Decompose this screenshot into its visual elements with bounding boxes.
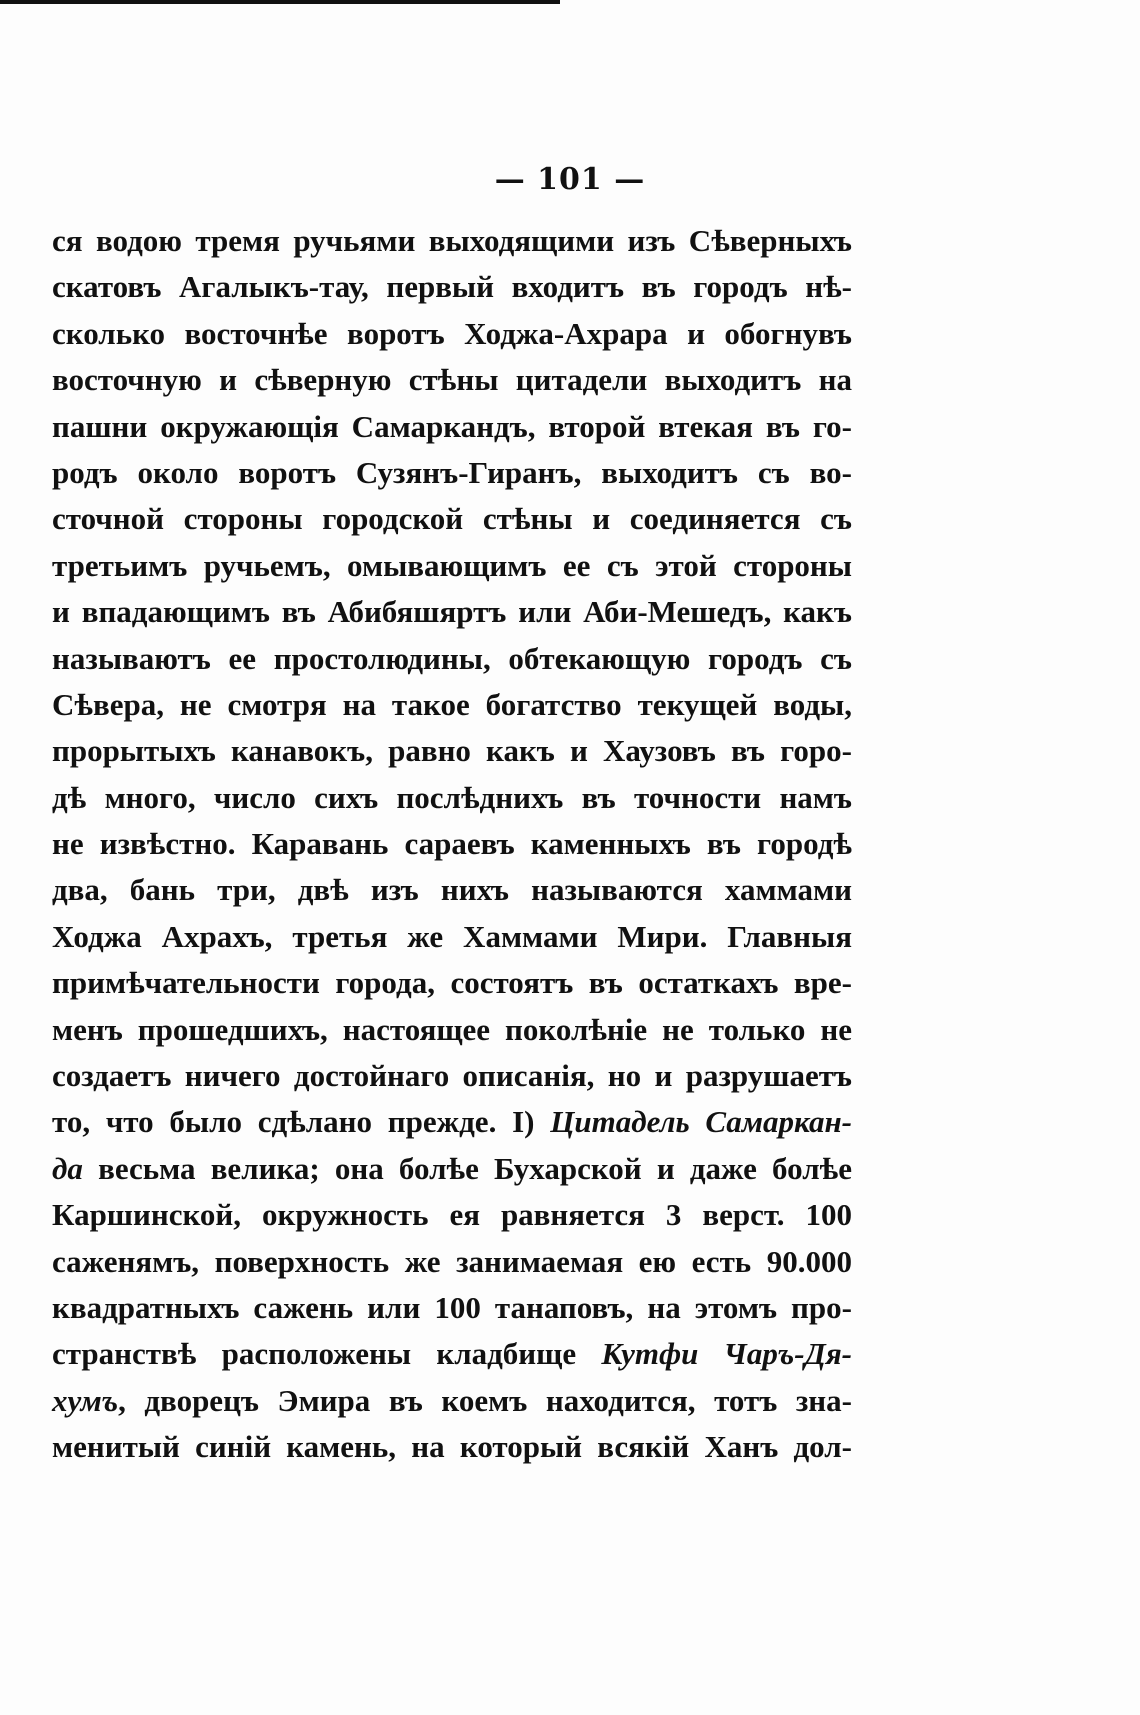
text-run: Сѣвера, не смотря на такое богатство текущей воды, — [52, 686, 852, 722]
text-run: родъ около воротъ Сузянъ-Гиранъ, выходитъ съ во- — [52, 454, 852, 490]
text-run: скатовъ Агалыкъ-тау, первый входитъ въ городъ нѣ- — [52, 269, 852, 305]
text-line — [52, 1192, 852, 1238]
text-line — [52, 1146, 852, 1192]
text-line — [52, 1099, 852, 1145]
page-number: — 101 — — [494, 162, 646, 197]
text-line — [52, 218, 852, 264]
text-run: пашни окружающія Самаркандъ, второй втекая въ го- — [52, 408, 852, 444]
text-line — [52, 1007, 852, 1053]
text-line — [52, 1053, 852, 1099]
text-line — [52, 1378, 852, 1424]
text-run: весьма велика; она болѣе Бухарской и даже болѣе — [82, 1150, 852, 1186]
text-run: менитый синій камень, на который всякій Ханъ дол- — [52, 1429, 852, 1465]
text-run: восточную и сѣверную стѣны цитадели выходитъ на — [52, 362, 852, 398]
text-line — [52, 867, 852, 913]
text-run: сколько восточнѣе воротъ Ходжа-Ахрара и обогнувъ — [52, 315, 852, 351]
text-run: саженямъ, поверхность же занимаемая ею есть 90.000 — [52, 1243, 852, 1279]
italic-text-run: Кутфи Чаръ-Дя- — [601, 1336, 852, 1372]
text-run: , дворецъ Эмира въ коемъ находится, тотъ зна- — [118, 1382, 852, 1418]
text-run: странствѣ расположены кладбище — [52, 1336, 602, 1372]
text-run: ся водою тремя ручьями выходящими изъ Сѣверныхъ — [52, 223, 852, 258]
text-line — [52, 1239, 852, 1285]
text-line — [52, 728, 852, 774]
text-run: Каршинской, окружность ея равняется 3 верст. 100 — [52, 1197, 852, 1233]
text-line — [52, 543, 852, 589]
body-text — [52, 218, 852, 1471]
text-line — [52, 775, 852, 821]
text-line — [52, 821, 852, 867]
italic-text-run: Цитадель Самаркан- — [550, 1104, 852, 1140]
text-line — [52, 1285, 852, 1331]
text-line — [52, 589, 852, 635]
text-run: дѣ много, число сихъ послѣднихъ въ точности намъ — [52, 779, 852, 815]
text-line — [52, 1424, 852, 1470]
text-line — [52, 914, 852, 960]
text-run: Ходжа Ахрахъ, третья же Хаммами Мири. Главныя — [52, 918, 852, 954]
text-line — [52, 311, 852, 357]
text-line — [52, 496, 852, 542]
text-run: и впадающимъ въ Абибяшяртъ или Аби-Мешедъ, какъ — [52, 594, 852, 630]
italic-text-run: да — [52, 1150, 83, 1186]
text-run: называютъ ее простолюдины, обтекающую городъ съ — [52, 640, 852, 676]
text-line — [52, 404, 852, 450]
text-line — [52, 264, 852, 310]
italic-text-run: хумъ — [52, 1382, 119, 1418]
text-run: менъ прошедшихъ, настоящее поколѣніе не только не — [52, 1011, 852, 1047]
text-line — [52, 450, 852, 496]
text-line — [52, 636, 852, 682]
text-line — [52, 682, 852, 728]
scan-edge-shadow — [0, 0, 560, 4]
text-run: создаетъ ничего достойнаго описанія, но и разрушаетъ — [52, 1058, 852, 1094]
text-run: квадратныхъ сажень или 100 танаповъ, на этомъ про- — [52, 1289, 852, 1325]
text-run: два, бань три, двѣ изъ нихъ называются хаммами — [52, 872, 852, 908]
text-line — [52, 357, 852, 403]
text-run: то, что было сдѣлано прежде. I) — [52, 1104, 551, 1140]
text-line — [52, 960, 852, 1006]
text-run: сточной стороны городской стѣны и соединяется съ — [52, 501, 852, 537]
text-run: прорытыхъ канавокъ, равно какъ и Хаузовъ въ горо- — [52, 733, 852, 769]
text-run: не извѣстно. Каравань сараевъ каменныхъ въ городѣ — [52, 826, 852, 862]
text-line — [52, 1331, 852, 1377]
text-run: примѣчательности города, состоятъ въ остаткахъ вре- — [52, 965, 852, 1001]
text-run: третьимъ ручьемъ, омывающимъ ее съ этой стороны — [52, 547, 852, 583]
